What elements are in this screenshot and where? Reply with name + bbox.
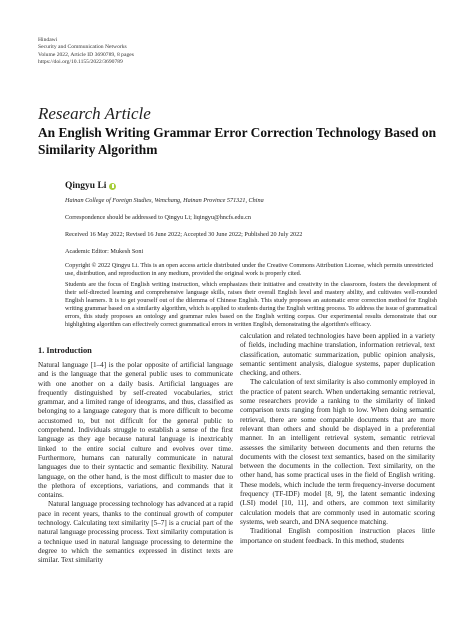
article-type: Research Article	[38, 104, 151, 123]
paragraph: calculation and related technologies have been applied in a variety of fields, including machine translation, information retrieval, text classification, automatic summarization, public opinion analysis, semantic sentiment analysis, dialogue systems, paper duplication checking, and others.	[240, 332, 435, 378]
publisher-name: Hindawi	[38, 37, 58, 43]
paragraph: The calculation of text similarity is also commonly employed in the practice of patent search. When undertaking semantic retrieval, some researchers provide a ranking to the similarity of linked comparison texts ranging from high to low. When doing semantic retrieval, there are some comparable documents that are more relevant than others and should be displayed in a preferential manner. In an intelligent retrieval system, semantic retrieval assesses the similarity between documents and then returns the documents with the closest text semantics, based on the similarity between the documents in the collection. Text similarity, on the other hand, has some practical uses in the field of English writing. These models, which include the term frequency-inverse document frequency (TF-IDF) model [8, 9], the latent semantic indexing (LSI) model [10, 11], and others, are common text similarity calculation models that are commonly used in automatic scoring systems, web search, and DNA sequence matching.	[240, 378, 435, 526]
journal-name: Security and Communication Networks	[38, 44, 127, 51]
paragraph: Natural language [1–4] is the polar opposite of artificial language and is the language that the general public uses to communicate with one another on a daily basis. Artificial languages are frequently distinguished by self-created vocabularies, strict grammar, and a limited range of ideograms, and thus, classified as belonging to a language category that is more difficult to become accustomed to, but not difficult for the general public to comprehend. Individuals struggle to establish a sense of the first language as they age because natural language is inextricably linked to the entire social culture and evolves over time. Furthermore, humans can naturally communicate in natural languages due to their syntactic and semantic flexibility. Natural language, on the other hand, is the most difficult to master due to the plethora of exceptions, variations, and commands that it contains.	[38, 361, 233, 500]
author-name: Qingyu Li	[65, 181, 107, 191]
right-column	[240, 332, 435, 546]
author-line	[65, 181, 116, 191]
abstract: Students are the focus of English writing instruction, which emphasizes their initiative and creativity in the classroom, fosters the development of their self-directed learning and comprehensive language skills, raises their overall English level and mastery ability, and cultivates well-rounded English learners. It is to get yourself out of the dilemma of Chinese English. This study proposes an automatic error correction method for English writing grammar based on a similarity algorithm, which is applied to students during the English writing process. To address the issue of grammatical errors, this study proposes an ontology and grammar rules based on the English writing corpus. Our experimental results demonstrate that our highlighting algorithm can effectively correct grammatical errors in written English, demonstrating the algorithm's efficacy.	[65, 281, 437, 329]
correspondence: Correspondence should be addressed to Qingyu Li; liqingyu@hncfs.edu.cn	[65, 214, 251, 221]
paragraph: Natural language processing technology has advanced at a rapid pace in recent years, thanks to the continual growth of computer technology. Calculating text similarity [5–7] is a crucial part of the natural language processing process. Text similarity computation is a technique used in natural language processing to determine the degree to which the semantics expressed in distinct texts are similar. Text similarity	[38, 500, 233, 565]
doi-link[interactable]: https://doi.org/10.1155/2022/3690789	[38, 58, 123, 65]
journal-header	[38, 37, 134, 66]
affiliation: Hainan College of Foreign Studies, Wenchang, Hainan Province 571321, China	[65, 197, 264, 204]
section-heading: 1. Introduction	[38, 346, 92, 355]
copyright-notice: Copyright © 2022 Qingyu Li. This is an open access article distributed under the Creative Commons Attribution License, which permits unrestricted use, distribution, and reproduction in any medium, provided the original work is properly cited.	[65, 262, 434, 277]
academic-editor: Academic Editor: Mukesh Soni	[65, 248, 144, 255]
paper-title: An English Writing Grammar Error Correction Technology Based on Similarity Algorithm	[38, 125, 437, 157]
paragraph: Traditional English composition instruction places little importance on student feedback. In this method, students	[240, 527, 435, 545]
journal-volume: Volume 2022, Article ID 3690789, 8 pages	[38, 51, 134, 58]
publication-dates: Received 16 May 2022; Revised 16 June 2022; Accepted 30 June 2022; Published 20 July 2022	[65, 231, 303, 238]
left-column	[38, 361, 233, 566]
orcid-icon[interactable]	[109, 183, 116, 190]
